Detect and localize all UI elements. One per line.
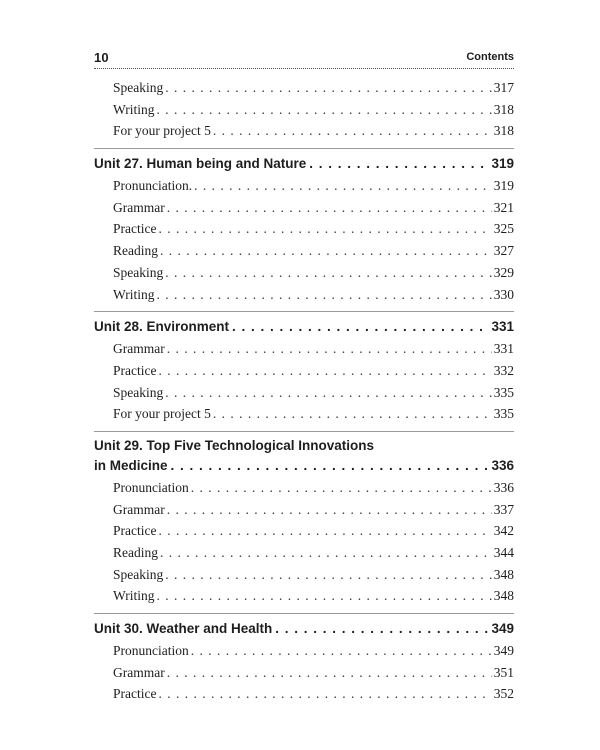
- toc-entry[interactable]: [94, 403, 514, 425]
- toc-entry[interactable]: [94, 640, 514, 662]
- toc-entry-page: 318: [493, 101, 514, 117]
- running-head: Contents: [466, 51, 514, 63]
- toc-entry-page: 342: [493, 523, 514, 539]
- toc-entry-page: 319: [493, 178, 514, 194]
- dot-leader: [167, 338, 492, 360]
- toc-entry-page: 329: [493, 264, 514, 280]
- toc-entry-page: 330: [493, 286, 514, 302]
- toc-entry[interactable]: [94, 197, 514, 219]
- toc-entry-page: 335: [493, 384, 514, 400]
- dot-leader: [167, 499, 492, 521]
- toc-entry[interactable]: [94, 77, 514, 99]
- dot-leader: [167, 662, 492, 684]
- toc-entry[interactable]: [94, 542, 514, 564]
- toc-entry-label: Speaking: [113, 80, 164, 95]
- dot-leader: [275, 618, 488, 640]
- toc-entry-label: Reading: [113, 545, 158, 560]
- dot-leader: [213, 120, 492, 142]
- dot-leader: [191, 477, 492, 499]
- toc-entry-label: Practice: [113, 686, 157, 702]
- toc-entry-page: 331: [493, 341, 514, 357]
- toc-entry-label: Reading: [113, 243, 158, 259]
- page-header: [94, 50, 514, 69]
- unit-heading[interactable]: [94, 618, 514, 640]
- page-number: 10: [94, 50, 109, 65]
- unit-page: 331: [491, 319, 514, 335]
- dot-leader: [156, 284, 491, 306]
- toc-entry[interactable]: [94, 218, 514, 240]
- unit-title: Unit 28. Environment: [94, 319, 230, 335]
- dot-leader: [158, 218, 491, 240]
- dot-leader: [160, 542, 492, 564]
- unit-section: [94, 431, 514, 607]
- dot-leader: [165, 564, 492, 586]
- toc-entry-page: 327: [493, 243, 514, 259]
- toc-entry-page: 335: [493, 406, 514, 422]
- unit-section: [94, 311, 514, 425]
- dot-leader: [194, 175, 492, 197]
- toc-entry[interactable]: [94, 284, 514, 306]
- toc-entry-page: 348: [493, 588, 514, 604]
- dot-leader: [213, 403, 492, 425]
- toc-entry-page: 344: [493, 545, 514, 560]
- toc-entry-page: 351: [493, 664, 514, 680]
- toc-entry-page: 336: [493, 479, 514, 495]
- toc-entry-page: 321: [493, 199, 514, 215]
- toc-entry-label: Pronunciation: [113, 643, 189, 659]
- toc-entry[interactable]: [94, 99, 514, 121]
- dot-leader: [167, 197, 492, 219]
- dot-leader: [156, 99, 491, 121]
- toc-entry-page: 325: [493, 221, 514, 237]
- toc-entry-label: Practice: [113, 221, 157, 237]
- unit-page: 319: [491, 156, 514, 172]
- unit-page: 336: [491, 457, 514, 473]
- toc-entry[interactable]: [94, 477, 514, 499]
- dot-leader: [165, 77, 492, 99]
- dot-leader: [160, 240, 492, 262]
- dot-leader: [171, 455, 489, 477]
- toc-entry-label: Practice: [113, 362, 157, 378]
- unit-section: [94, 148, 514, 305]
- toc-entry-page: 349: [493, 643, 514, 659]
- toc-entry[interactable]: [94, 338, 514, 360]
- unit-title-line1[interactable]: Unit 29. Top Five Technological Innovations: [94, 437, 375, 453]
- toc-entry[interactable]: [94, 240, 514, 262]
- toc-entry-label: For your project 5: [113, 406, 211, 422]
- toc-entry[interactable]: [94, 499, 514, 521]
- toc-entry[interactable]: [94, 360, 514, 382]
- unit-page: 349: [491, 621, 514, 637]
- toc-entry[interactable]: [94, 120, 514, 142]
- dot-leader: [232, 316, 488, 338]
- toc-entry-page: 318: [493, 123, 514, 139]
- dot-leader: [165, 262, 492, 284]
- unit-title: Unit 30. Weather and Health: [94, 621, 273, 637]
- toc-entry-label: Practice: [113, 523, 157, 539]
- toc-entry[interactable]: [94, 564, 514, 586]
- toc-entry-label: Writing: [113, 101, 155, 117]
- toc-entry[interactable]: [94, 262, 514, 284]
- dot-leader: [158, 520, 491, 542]
- toc-entry-page: 337: [493, 501, 514, 517]
- dot-leader: [309, 153, 488, 175]
- toc-entry[interactable]: [94, 662, 514, 684]
- unit-title-line2: in Medicine: [94, 457, 168, 473]
- toc-entry-label: Writing: [113, 588, 155, 604]
- toc-entry-page: 317: [493, 80, 514, 95]
- table-of-contents: [94, 77, 514, 705]
- unit-title: Unit 27. Human being and Nature: [94, 156, 307, 172]
- toc-entry-page: 352: [493, 686, 514, 702]
- toc-entry-page: 332: [493, 362, 514, 378]
- dot-leader: [156, 585, 491, 607]
- toc-entry-label: For your project 5: [113, 123, 211, 139]
- toc-entry[interactable]: [94, 520, 514, 542]
- unit-section: [94, 613, 514, 705]
- dot-leader: [165, 382, 492, 404]
- toc-entry-label: Pronunciation.: [113, 178, 193, 194]
- unit-heading[interactable]: [94, 455, 514, 477]
- toc-entry[interactable]: [94, 683, 514, 705]
- toc-entry-label: Pronunciation: [113, 479, 189, 495]
- toc-entry-page: 348: [493, 566, 514, 582]
- unit-heading[interactable]: [94, 316, 514, 338]
- toc-entry-label: Grammar: [113, 501, 165, 517]
- toc-entry-label: Speaking: [113, 384, 164, 400]
- toc-entry-label: Grammar: [113, 199, 165, 215]
- toc-entry-label: Grammar: [113, 341, 165, 357]
- toc-entry-label: Speaking: [113, 566, 164, 582]
- dot-leader: [158, 683, 491, 705]
- unit-heading[interactable]: [94, 153, 514, 175]
- toc-entry[interactable]: [94, 585, 514, 607]
- toc-entry-label: Grammar: [113, 664, 165, 680]
- toc-entry-label: Writing: [113, 286, 155, 302]
- dot-leader: [158, 360, 491, 382]
- toc-entry[interactable]: [94, 382, 514, 404]
- toc-entry[interactable]: [94, 175, 514, 197]
- toc-entry-label: Speaking: [113, 264, 164, 280]
- dot-leader: [191, 640, 492, 662]
